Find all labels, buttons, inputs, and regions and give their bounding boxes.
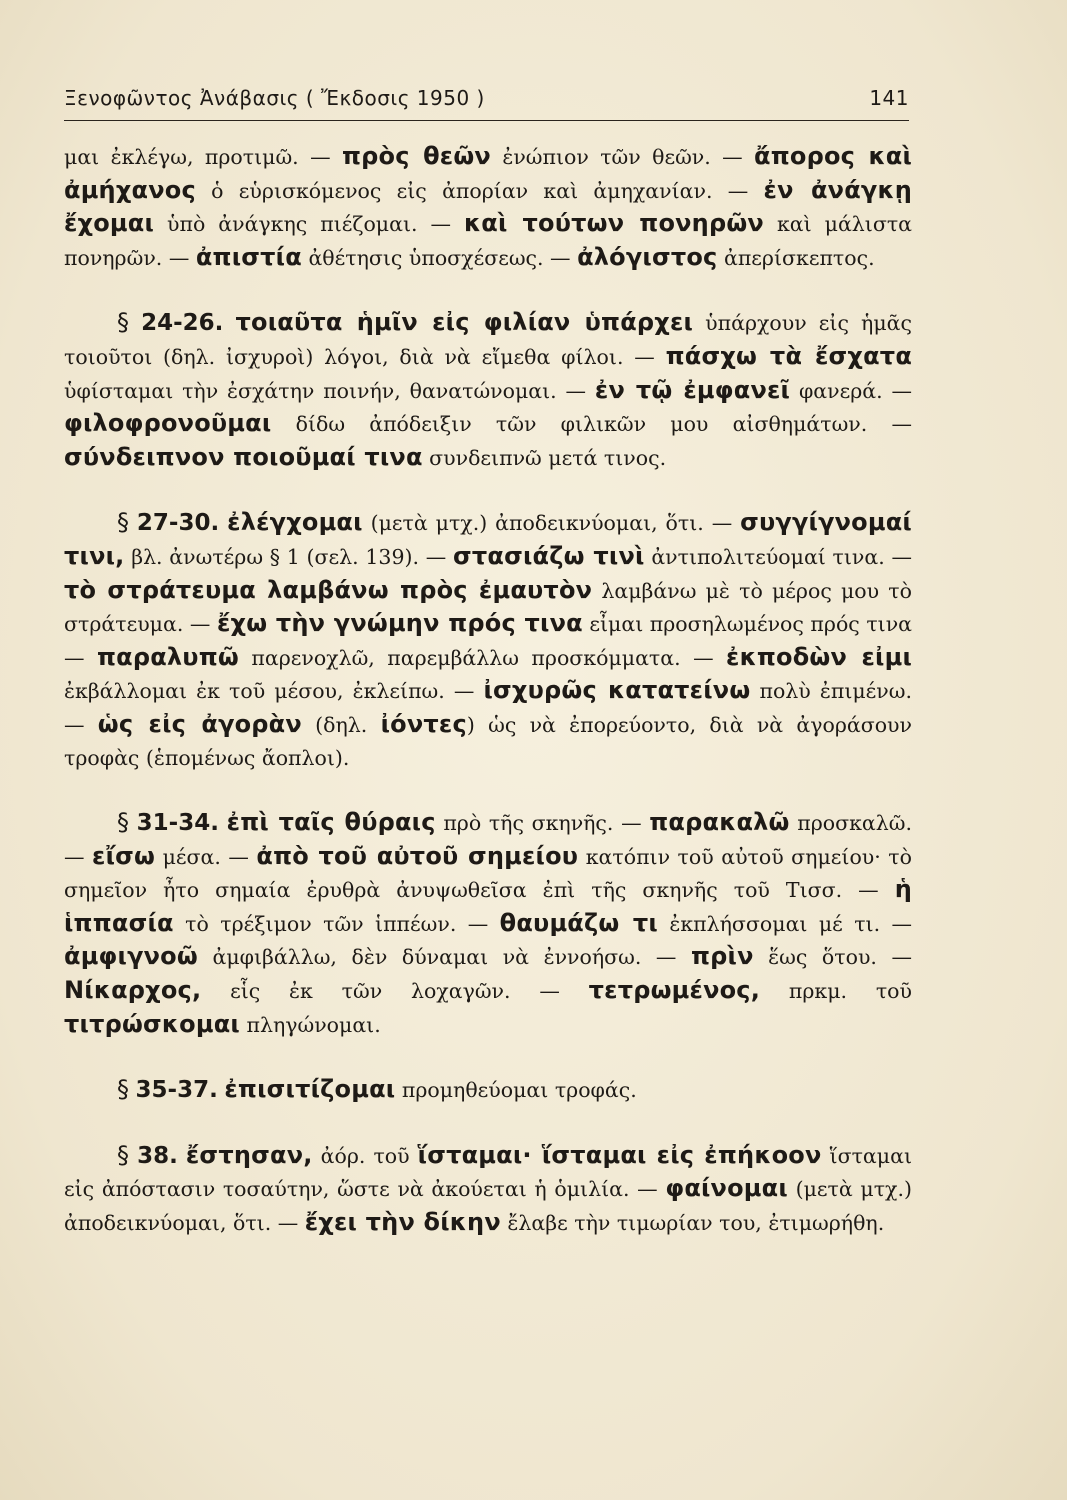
gloss-text: ἐκβάλλομαι ἐκ τοῦ μέσου, ἐκλείπω. — [64,679,484,704]
gloss-text: ὁ εὑρισκόμενος εἰς ἀπορίαν καὶ ἀμηχανίαν. — [195,178,764,203]
headword: τετρωμένος, [588,976,761,1005]
gloss-text: (μετὰ μτχ.) ἀποδεικνύομαι, ὅτι. — [64,1177,912,1236]
gloss-text: εἷς ἐκ τῶν λοχαγῶν. — [201,979,589,1004]
gloss-text: (μετὰ μτχ.) ἀποδεικνύομαι, ὅτι. — [362,511,741,536]
headword: πάσχω τὰ ἔσχατα [665,341,913,370]
headword: ἐπὶ ταῖς θύραις [226,808,436,837]
headword: ὡς εἰς ἀγορὰν [97,709,302,738]
gloss-text: (δηλ. [301,712,381,737]
section-sign: § [117,308,129,337]
gloss-text: πρκμ. τοῦ [760,979,912,1004]
headword: ἐν ἀνάγκῃ ἔχομαι [64,175,912,238]
gloss-text: ἀντιπολιτεύομαί τινα. — [644,544,912,569]
gloss-text: ὑπὸ ἀνάγκης πιέζομαι. — [154,212,464,237]
headword: ἐν τῷ ἐμφανεῖ [594,375,791,404]
headword: ἔχω τὴν γνώμην πρός τινα [216,609,583,638]
header-rule [64,120,909,121]
headword: πρὶν [690,942,754,971]
headword: ἀμφιγνοῶ [64,942,198,971]
section-sign: § [117,1140,129,1169]
paragraph [64,1139,912,1240]
gloss-text: ἕως ὅτου. — [753,945,912,970]
headword: σύνδειπνον ποιοῦμαί τινα [64,442,423,471]
running-header [64,86,909,110]
section-sign: § [117,508,129,537]
headword: ἡ ἱππασία [64,875,912,937]
gloss-text: δίδω ἀπόδειξιν τῶν φιλικῶν μου αἰσθημάτων. — [271,412,912,437]
headword: ἔστησαν, [185,1140,313,1169]
gloss-text: μέσα. — [155,844,257,869]
headword: Νίκαρχος, [64,976,202,1005]
section-number: 38. [137,1142,178,1169]
gloss-text: λαμβάνω μὲ τὸ μέρος μου τὸ στράτευμα. — [64,578,912,637]
page-body [64,140,912,1272]
gloss-text: ἐνώπιον τῶν θεῶν. — [490,145,755,169]
gloss-text: ἔλαβε τὴν τιμωρίαν του, ἐτιμωρήθη. [500,1211,885,1236]
section-number: 35-37. [135,1077,218,1104]
gloss-text: ἀμφιβάλλω, δὲν δύναμαι νὰ ἐννοήσω. — [197,945,691,970]
section-number: 24-26. [141,310,224,337]
gloss-text: πρὸ τῆς σκηνῆς. — [435,811,650,836]
headword: φαίνομαι [665,1174,788,1203]
gloss-text: ἀπερίσκεπτος. [717,245,875,270]
headword: στασιάζω τινὶ [452,541,645,570]
headword: ἵσταμαι· ἵσταμαι εἰς ἐπήκοον [417,1140,822,1169]
section-number: 27-30. [136,510,220,537]
paragraph [64,306,912,474]
gloss-text: κατόπιν τοῦ αὐτοῦ σημείου· τὸ σημεῖον ἦτο σημαία ἐρυθρὰ ἀνυψωθεῖσα ἐπὶ τῆς σκηνῆς τοῦ Τισσ. — [64,844,912,903]
gloss-text: προμηθεύομαι τροφάς. [395,1078,637,1103]
gloss-text: πολὺ ἐπιμένω. — [64,679,912,737]
paragraph [64,1073,912,1107]
gloss-text: παρενοχλῶ, παρεμβάλλω προσκόμματα. — [238,645,727,670]
headword: πρὸς θεῶν [341,142,491,170]
gloss-text: πληγώνομαι. [239,1012,381,1037]
page-number: 141 [869,86,909,110]
section-number: 31-34. [136,810,219,837]
headword: ἰσχυρῶς κατατείνω [483,676,751,705]
gloss-text: συνδειπνῶ μετά τινος. [422,445,667,470]
gloss-text: τὸ τρέξιμον τῶν ἱππέων. — [173,911,500,936]
headword: καὶ τούτων πονηρῶν [464,209,764,238]
section-sign: § [117,1075,129,1104]
headword: φιλοφρονοῦμαι [64,409,272,438]
headword: ἐκποδὼν εἰμι [726,642,912,671]
headword: ἀλόγιστος [577,242,718,271]
gloss-text: ἀόρ. τοῦ [312,1143,418,1168]
headword: τοιαῦτα ἡμῖν εἰς φιλίαν ὑπάρχει [235,308,694,337]
headword: παραλυπῶ [96,642,239,671]
headword: ἐπισιτίζομαι [224,1075,396,1104]
gloss-text: ἐκπλήσσομαι μέ τι. — [657,911,913,936]
headword: εἴσω [92,841,156,870]
gloss-text: προσκαλῶ. — [64,811,912,869]
gloss-text: ἀθέτησις ὑποσχέσεως. — [301,245,578,270]
headword: ἐλέγχομαι [227,508,363,537]
headword: ἰόντες [380,709,467,738]
gloss-text: ) ὡς νὰ ἐπορεύοντο, διὰ νὰ ἀγοράσουν τροφὰς (ἑπομένως ἄοπλοι). [64,712,912,770]
headword: ἀπὸ τοῦ αὐτοῦ σημείου [256,841,579,870]
running-title: Ξενοφῶντος Ἀνάβασις ( Ἔκδοσις 1950 ) [64,86,485,110]
gloss-text: φανερά. — [790,378,912,403]
headword: ἀπιστία [195,242,302,271]
gloss-text: μαι ἐκλέγω, προτιμῶ. — [64,145,342,169]
headword: θαυμάζω τι [499,908,658,937]
paragraph [64,506,912,774]
paragraph [64,140,912,274]
gloss-text: εἶμαι προσηλωμένος πρός τινα — [64,612,913,670]
headword: συγγίγνομαί τινι, [64,508,912,570]
gloss-text: βλ. ἀνωτέρω § 1 (σελ. 139). — [124,544,453,569]
headword: ἄπορος καὶ ἀμήχανος [64,142,913,204]
headword: τὸ στράτευμα λαμβάνω πρὸς ἐμαυτὸν [64,575,593,604]
section-sign: § [117,808,129,837]
headword: τιτρώσκομαι [64,1009,240,1038]
paragraph [64,806,912,1041]
gloss-text: ὑπάρχουν εἰς ἡμᾶς τοιοῦτοι (δηλ. ἰσχυροὶ) λόγοι, διὰ νὰ εἴμεθα φίλοι. — [64,311,912,369]
gloss-text: ἵσταμαι εἰς ἀπόστασιν τοσαύτην, ὥστε νὰ ἀκούεται ἡ ὁμιλία. — [64,1143,912,1202]
gloss-text: ὑφίσταμαι τὴν ἐσχάτην ποινήν, θανατώνομαι. — [64,378,595,403]
gloss-text: καὶ μάλιστα πονηρῶν. — [64,212,912,270]
headword: παρακαλῶ [649,808,790,837]
headword: ἔχει τὴν δίκην [304,1208,501,1237]
